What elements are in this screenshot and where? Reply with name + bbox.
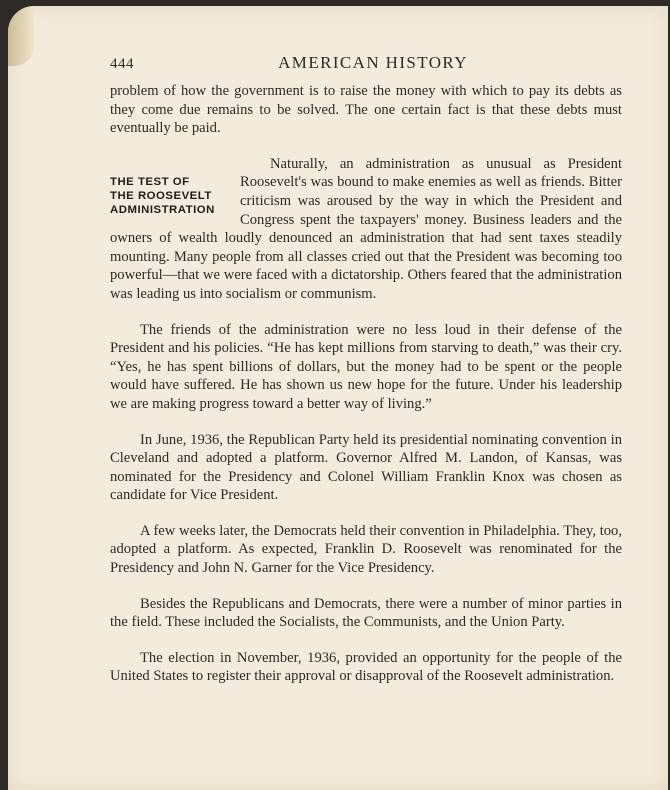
paragraph-2: Naturally, an administration as unusual as President Roosevelt's was bound to make enemies as well as friends. Bitter criticism was aroused by the way in which the President and Congress spent the taxpayers' money. Business leaders and the owners of wealth loudly denounced an administration that had sent taxes steadily mounting. Many people from all classes cried out that the President was becoming too powerful—that we were faced with a dictatorship. Others feared that the administration was leading us into socialism or communism.: [110, 155, 622, 302]
page-content: [110, 54, 622, 686]
paragraph-5: A few weeks later, the Democrats held their convention in Philadelphia. They, too, adopted a platform. As expected, Franklin D. Roosevelt was renominated for the Presidency and John N. Garner for the Vice Presidency.: [110, 522, 622, 577]
paragraph-6: Besides the Republicans and Democrats, there were a number of minor parties in the field. These included the Socialists, the Communists, and the Union Party.: [110, 595, 622, 631]
paragraph-7: The election in November, 1936, provided an opportunity for the people of the United States to register their approval or disapproval of the Roosevelt administration.: [110, 649, 622, 685]
running-header: [110, 54, 622, 76]
running-title: AMERICAN HISTORY: [278, 53, 468, 72]
page-curl: [8, 6, 34, 66]
paragraph-3: The friends of the administration were no less loud in their defense of the President and his policies. “He has kept millions from starving to death,” was their cry. “Yes, he has spent billions of dollars, but the money had to be spent or the people would have suffered. He has shown us new hope for the future. Under his leadership we are making progress toward a better way of living.”: [110, 321, 622, 412]
paragraph-4: In June, 1936, the Republican Party held its presidential nominating convention in Cleveland and adopted a platform. Governor Alfred M. Landon, of Kansas, was nominated for the Presidency and Colonel William Franklin Knox was chosen as candidate for Vice President.: [110, 431, 622, 504]
page-number: 444: [110, 56, 134, 72]
sidenote-line-1: THE TEST OF: [110, 175, 190, 188]
paragraph-1: problem of how the government is to raise the money with which to pay its debts as they come due remains to be solved. The one certain fact is that these debts must eventually be paid.: [110, 83, 622, 137]
sidenote-line-3: ADMINISTRATION: [110, 203, 215, 216]
section-test-of-administration: [110, 155, 622, 304]
margin-sidenote: [110, 175, 228, 217]
sidenote-line-2: THE ROOSEVELT: [110, 189, 212, 202]
